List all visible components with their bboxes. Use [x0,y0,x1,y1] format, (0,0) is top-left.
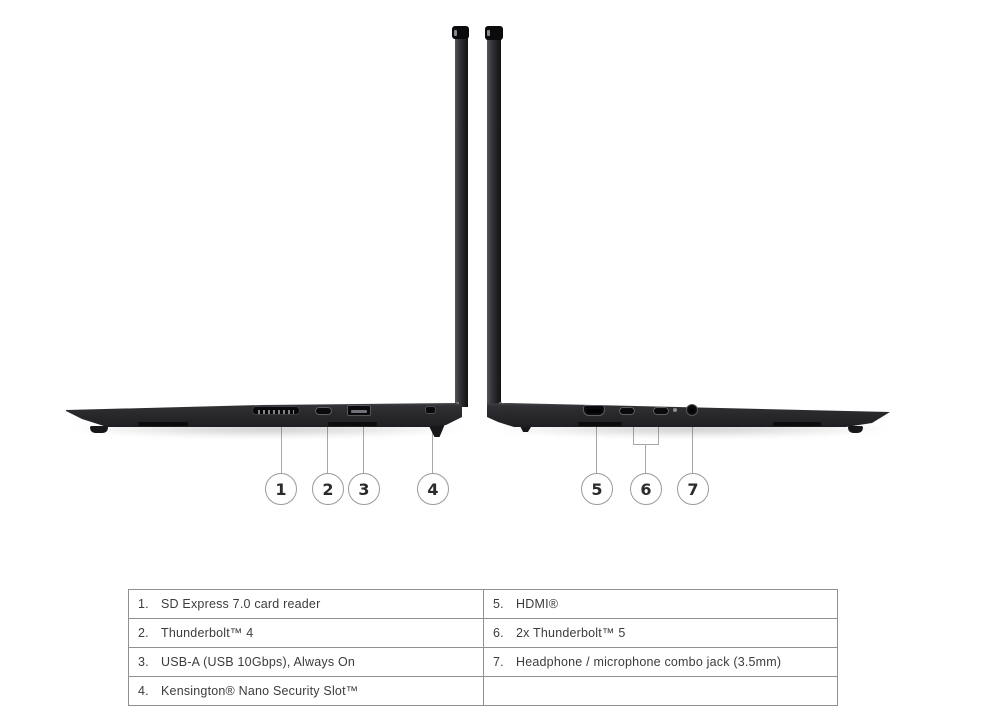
callout-6-number: 6 [640,479,652,499]
table-row [129,590,838,619]
right-laptop-lid-cap [485,26,503,40]
kensington-security-slot [425,406,436,414]
usb-a-port [347,405,371,416]
callout-3-number: 3 [358,479,370,499]
thunderbolt-5-port-2 [653,407,669,415]
left-laptop-vent-1 [138,422,188,426]
left-laptop-front-foot [90,426,108,433]
callout-6 [630,473,662,505]
callout-5-number: 5 [591,479,603,499]
legend-item-label: 2x Thunderbolt™ 5 [516,626,626,640]
leader-line-6-bracket [633,444,659,445]
legend-item-number: 5. [493,597,504,611]
legend-item-number: 1. [138,597,149,611]
legend-item-label: SD Express 7.0 card reader [161,597,321,611]
callout-2-number: 2 [322,479,334,499]
callout-4-number: 4 [427,479,439,499]
callout-5 [581,473,613,505]
legend-item-label: Headphone / microphone combo jack (3.5mm) [516,655,782,669]
left-laptop-lid [455,27,468,407]
table-row [129,648,838,677]
callout-7-number: 7 [687,479,699,499]
ports-legend-table [128,589,838,706]
left-laptop-vent-2 [328,422,377,426]
left-laptop-lid-cap [452,26,469,39]
legend-item-number: 3. [138,655,149,669]
callout-7 [677,473,709,505]
audio-jack-port [686,404,698,416]
legend-item-number: 7. [493,655,504,669]
legend-item-label: USB-A (USB 10Gbps), Always On [161,655,356,669]
legend-item-number: 2. [138,626,149,640]
callout-3 [348,473,380,505]
status-led [673,408,677,412]
table-row [129,619,838,648]
legend-item-number: 4. [138,684,149,698]
table-row [129,677,838,706]
legend-item-label: Kensington® Nano Security Slot™ [161,684,359,698]
callout-4 [417,473,449,505]
hdmi-port [583,405,605,416]
callout-2 [312,473,344,505]
callout-1-number: 1 [275,479,287,499]
legend-item-label: HDMI® [516,597,559,611]
leader-line-6-stem [645,445,646,474]
thunderbolt-5-port-1 [619,407,635,415]
thunderbolt-4-port [315,407,332,415]
right-laptop-vent-2 [773,422,821,426]
sd-card-reader-port [252,406,300,415]
legend-item-number: 6. [493,626,504,640]
right-laptop-vent-1 [578,422,622,426]
legend-item-label: Thunderbolt™ 4 [161,626,254,640]
right-laptop-front-foot [848,426,863,433]
right-laptop-lid [487,27,501,407]
callout-1 [265,473,297,505]
